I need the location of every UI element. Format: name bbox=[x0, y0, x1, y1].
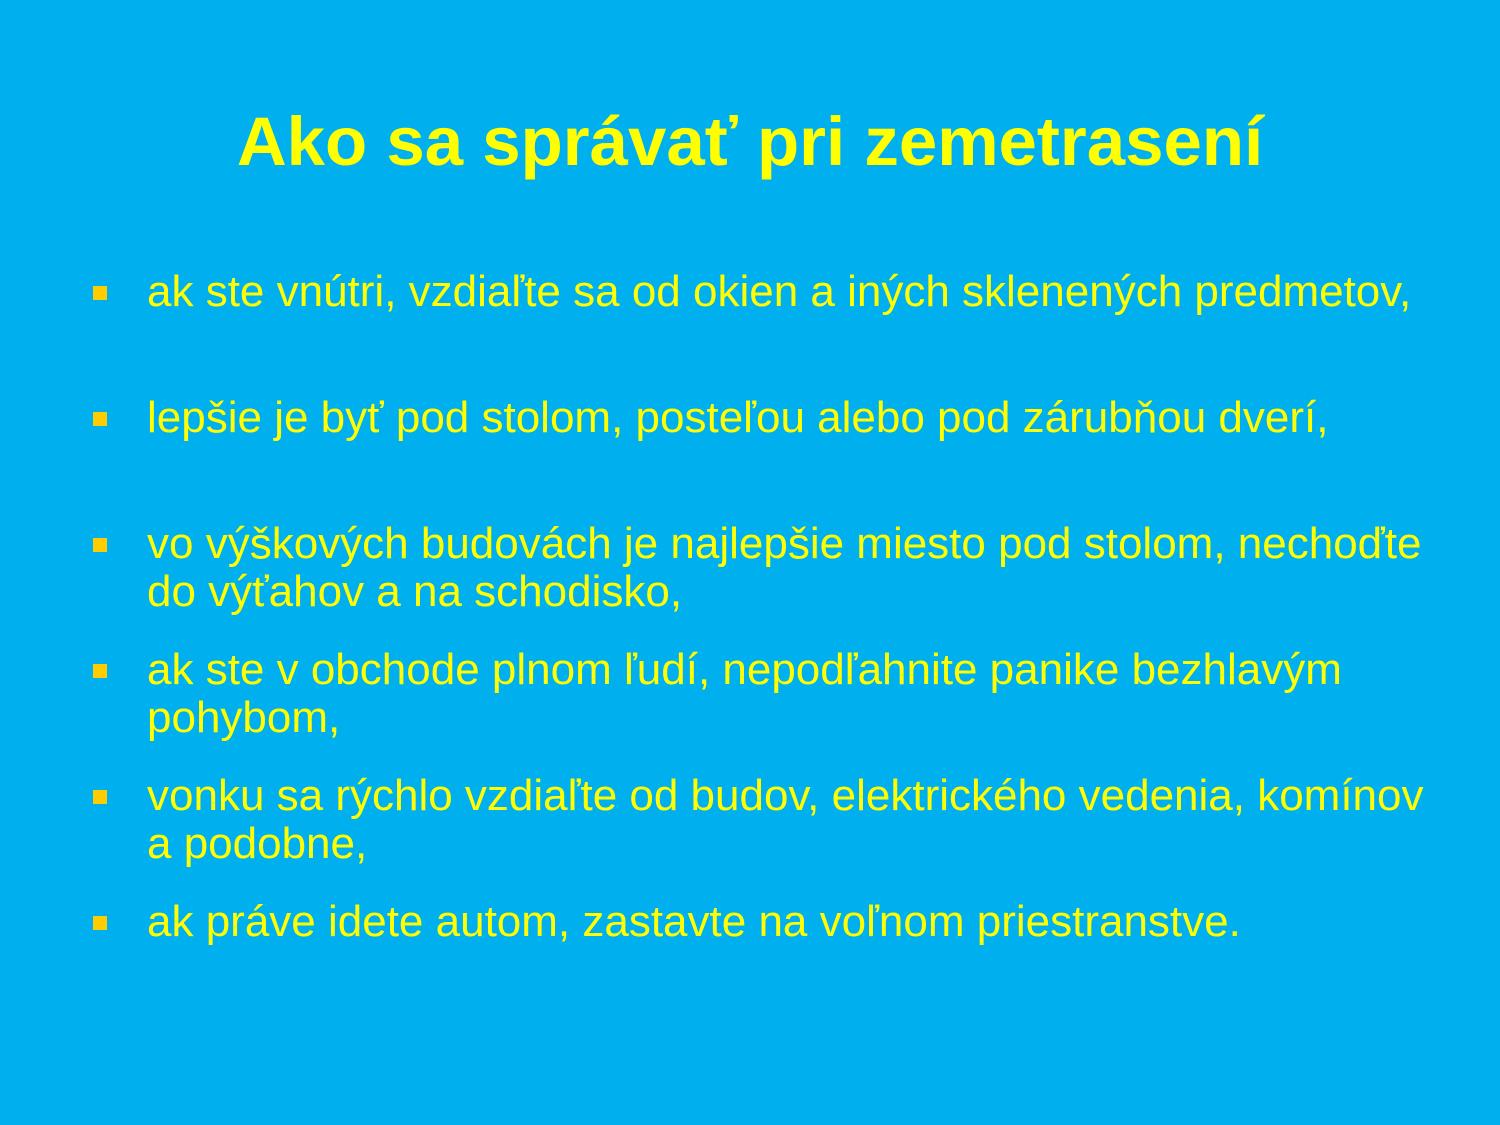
slide-title: Ako sa správať pri zemetrasení bbox=[236, 103, 1264, 180]
bullet-text: vo výškových budovách je najlepšie miesto pod stolom, nechoďte do výťahov a na schodisko, bbox=[147, 519, 1422, 616]
square-bullet-icon bbox=[93, 412, 107, 426]
square-bullet-icon bbox=[93, 286, 107, 300]
bullet-text: ak ste v obchode plnom ľudí, nepodľahnite panike bezhlavým pohybom, bbox=[147, 645, 1342, 742]
square-bullet-icon bbox=[93, 664, 107, 678]
square-bullet-icon bbox=[93, 538, 107, 552]
bullet-item bbox=[90, 772, 1450, 882]
bullet-text: lepšie je byť pod stolom, posteľou alebo pod zárubňou dverí, bbox=[147, 393, 1329, 442]
bullet-item bbox=[90, 394, 1450, 504]
bullet-item bbox=[90, 646, 1450, 756]
bullet-text: ak práve idete autom, zastavte na voľnom priestranstve. bbox=[147, 897, 1241, 946]
bullet-item bbox=[90, 268, 1450, 378]
square-bullet-icon bbox=[93, 790, 107, 804]
bullet-text: ak ste vnútri, vzdiaľte sa od okien a iných sklenených predmetov, bbox=[147, 267, 1412, 316]
bullet-item bbox=[90, 898, 1450, 1008]
square-bullet-icon bbox=[93, 916, 107, 930]
bullet-item bbox=[90, 520, 1450, 630]
bullet-text: vonku sa rýchlo vzdiaľte od budov, elektrického vedenia, komínov a podobne, bbox=[147, 771, 1424, 868]
